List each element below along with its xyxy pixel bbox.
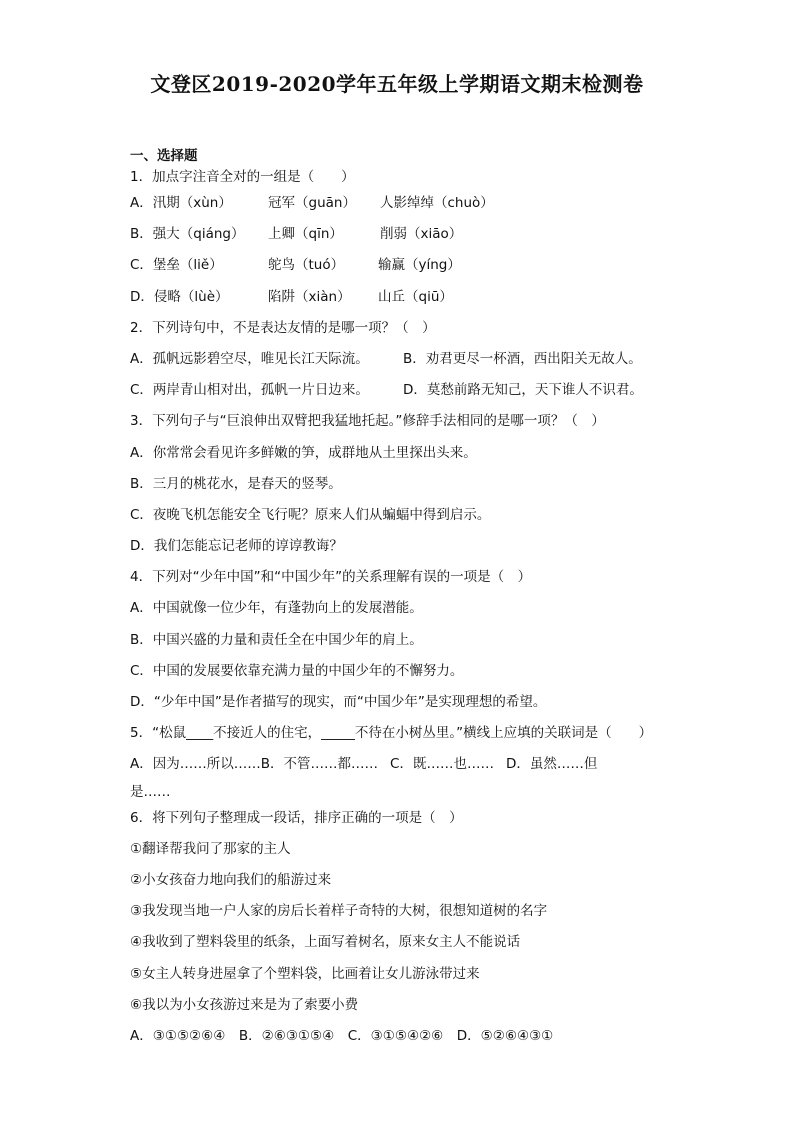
question-5-options xyxy=(130,749,670,780)
option-part: 输赢（yíng） xyxy=(378,257,461,274)
option-part: A．汛期（xùn） xyxy=(130,195,232,211)
question-2-option-b[interactable]: B．劝君更尽一杯酒，西出阳关无故人。 xyxy=(403,350,642,367)
question-4-option-d[interactable]: D．“少年中国”是作者描写的现实，而“中国少年”是实现理想的希望。 xyxy=(130,694,547,710)
question-content xyxy=(130,146,670,1052)
option-part: C．堡垒（liě） xyxy=(130,257,223,274)
option-part: 削弱（xiāo） xyxy=(380,226,463,243)
question-4-stem: 4．下列对“少年中国”和“中国少年”的关系理解有误的一项是（ ） xyxy=(130,569,532,586)
question-1-option-d[interactable] xyxy=(130,282,670,313)
question-6-item: ③我发现当地一户人家的房后长着样子奇特的大树，很想知道树的名字 xyxy=(130,903,548,920)
option-part: 陷阱（xiàn） xyxy=(268,288,351,305)
question-6-item: ④我收到了塑料袋里的纸条，上面写着树名，原来女主人不能说话 xyxy=(130,934,521,951)
question-3-stem: 3．下列句子与“巨浪伸出双臂把我猛地托起。”修辞手法相同的是哪一项？（ ） xyxy=(130,413,605,430)
question-5-option-d-continued: 是…… xyxy=(130,783,171,800)
question-2-stem: 2．下列诗句中，不是表达友情的是哪一项？（ ） xyxy=(130,319,436,336)
option-part: 鸵鸟（tuó） xyxy=(268,257,345,274)
question-1-stem: 1．加点字注音全对的一组是（ ） xyxy=(130,169,355,185)
question-6-item: ①翻译帮我问了那家的主人 xyxy=(130,840,291,857)
option-part: D．侵略（lùè） xyxy=(130,288,229,305)
question-4-option-a[interactable]: A．中国就像一位少年，有蓬勃向上的发展潜能。 xyxy=(130,600,423,617)
question-6-item: ②小女孩奋力地向我们的船游过来 xyxy=(130,871,332,888)
question-5-stem: 5．“松鼠____不接近人的住宅，_____不待在小树丛里。”横线上应填的关联词是（ ） xyxy=(130,725,653,742)
question-5-option-a[interactable]: A．因为……所以…… xyxy=(130,756,261,773)
question-2-options-ab xyxy=(130,344,670,375)
option-part: B．强大（qiáng） xyxy=(130,226,245,243)
option-part: 人影绰绰（chuò） xyxy=(380,195,494,211)
question-5-option-c[interactable]: C．既……也…… xyxy=(390,756,494,773)
question-4-option-b[interactable]: B．中国兴盛的力量和责任全在中国少年的肩上。 xyxy=(130,631,423,648)
question-3-option-a[interactable]: A．你常常会看见许多鲜嫩的笋，成群地从土里探出头来。 xyxy=(130,444,477,461)
question-3-option-c[interactable]: C．夜晚飞机怎能安全飞行呢？原来人们从蝙蝠中得到启示。 xyxy=(130,506,491,523)
option-part: 冠军（guān） xyxy=(268,195,356,211)
question-6-item: ⑥我以为小女孩游过来是为了索要小费 xyxy=(130,996,359,1013)
option-part: 上卿（qīn） xyxy=(268,226,343,243)
question-5-option-b[interactable]: B．不管……都…… xyxy=(260,756,379,773)
question-4-option-c[interactable]: C．中国的发展要依靠充满力量的中国少年的不懈努力。 xyxy=(130,662,464,679)
question-2-option-a[interactable]: A．孤帆远影碧空尽，唯见长江天际流。 xyxy=(130,350,369,367)
question-6-options[interactable]: A．③①⑤②⑥④ B．②⑥③①⑤④ C．③①⑤④②⑥ D．⑤②⑥④③① xyxy=(130,1027,554,1044)
question-2-option-d[interactable]: D．莫愁前路无知己，天下谁人不识君。 xyxy=(403,382,643,399)
document-title: 文登区2019-2020学年五年级上学期语文期末检测卷 xyxy=(150,72,644,96)
question-3-option-b[interactable]: B．三月的桃花水，是春天的竖琴。 xyxy=(130,475,342,492)
question-6-stem: 6．将下列句子整理成一段话，排序正确的一项是（ ） xyxy=(130,809,463,826)
question-1-option-c[interactable] xyxy=(130,250,670,281)
option-part: 山丘（qiū） xyxy=(378,288,453,305)
question-6-item: ⑤女主人转身进屋拿了个塑料袋，比画着让女儿游泳带过来 xyxy=(130,965,480,982)
question-1-option-a[interactable] xyxy=(130,188,670,219)
section-heading: 一、选择题 xyxy=(130,148,198,164)
question-2-options-cd xyxy=(130,375,670,406)
question-2-option-c[interactable]: C．两岸青山相对出，孤帆一片日边来。 xyxy=(130,382,369,399)
question-5-option-d[interactable]: D．虽然……但 xyxy=(505,756,598,773)
question-3-option-d[interactable]: D．我们怎能忘记老师的谆谆教诲？ xyxy=(130,538,343,555)
question-1-option-b[interactable] xyxy=(130,219,670,250)
